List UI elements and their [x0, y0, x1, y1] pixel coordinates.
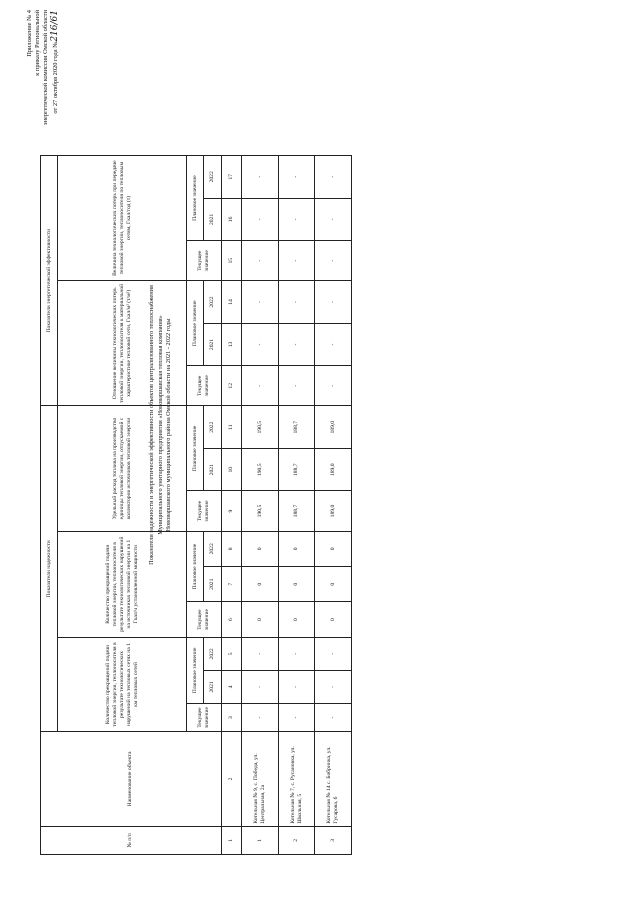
row-object-name: Котельная № 9, с. Победа, ул. Центральная, 2а — [242, 732, 278, 826]
header-indicator-1: Количество прекращений подачи тепловой энергии, теплоносителя в результате технологических нарушений на тепловых сетях на 1 км тепловых сетей — [58, 637, 187, 731]
table-cell: 0 — [278, 567, 314, 602]
header-group-reliability: Показатели надежности — [41, 406, 58, 732]
row-number: 1 — [242, 826, 278, 854]
table-cell: - — [315, 281, 352, 323]
table-cell: - — [242, 366, 278, 406]
table-cell: 0 — [315, 567, 352, 602]
table-cell: 190,5 — [242, 491, 278, 531]
table-row — [315, 156, 352, 855]
column-number: 3 — [221, 703, 242, 731]
column-number: 8 — [221, 531, 242, 566]
header-planned-1: Плановое значение — [186, 637, 203, 703]
column-number: 5 — [221, 637, 242, 670]
approval-line-2: к приказу Региональной — [34, 10, 42, 76]
table-cell: 0 — [278, 531, 314, 566]
table-cell: - — [278, 366, 314, 406]
approval-stamp-block — [26, 10, 60, 130]
table-cell: - — [242, 198, 278, 240]
table-cell: 188,7 — [278, 406, 314, 449]
title-line-3: Нововаршавского муниципального района Омской области на 2021 - 2022 годы — [165, 318, 173, 532]
header-current-3: Текущее значение — [186, 491, 221, 531]
header-year-2021: 2021 — [204, 323, 221, 365]
header-year-2022: 2022 — [204, 531, 221, 566]
table-cell: - — [278, 703, 314, 731]
table-cell: - — [242, 703, 278, 731]
table-cell: - — [315, 637, 352, 670]
header-year-2021: 2021 — [204, 567, 221, 602]
row-number: 3 — [315, 826, 352, 854]
indicators-table — [40, 155, 352, 855]
header-year-2022: 2022 — [204, 406, 221, 449]
table-cell: - — [278, 198, 314, 240]
approval-number-handwritten: 216/61 — [49, 10, 60, 42]
header-year-2021: 2021 — [204, 449, 221, 491]
header-year-2021: 2021 — [204, 670, 221, 703]
header-year-2021: 2021 — [204, 198, 221, 240]
header-planned-4: Плановое значение — [186, 281, 203, 366]
table-cell: - — [278, 323, 314, 365]
header-year-2022: 2022 — [204, 156, 221, 199]
table-cell: - — [315, 156, 352, 199]
header-year-2022: 2022 — [204, 281, 221, 323]
header-indicator-4: Отношение величины технологических потерь тепловой энергии, теплоносителя к материальной характеристике тепловой сети, Гкал/м² (т/м²) — [58, 281, 187, 406]
table-cell: - — [242, 637, 278, 670]
table-cell: - — [315, 198, 352, 240]
column-number: 10 — [221, 449, 242, 491]
table-cell: 189,0 — [315, 406, 352, 449]
approval-line-1: Приложение № 4 — [26, 10, 33, 57]
approval-line-4 — [51, 10, 60, 130]
table-cell: 189,0 — [315, 491, 352, 531]
column-number: 1 — [221, 826, 242, 854]
header-indicator-5: Величина технологических потерь при передаче тепловой энергии, теплоносителя по тепловым сетям, Гкал/год (т) — [58, 156, 187, 281]
table-cell: 188,7 — [278, 491, 314, 531]
column-numbers-row — [221, 156, 242, 855]
table-cell: 190,5 — [242, 406, 278, 449]
row-number: 2 — [278, 826, 314, 854]
table-cell: - — [315, 323, 352, 365]
header-year-2022: 2022 — [204, 637, 221, 670]
column-number: 13 — [221, 323, 242, 365]
header-current-5: Текущее значение — [186, 241, 221, 281]
table-row — [278, 156, 314, 855]
table-cell: - — [278, 281, 314, 323]
table-cell: 188,7 — [278, 449, 314, 491]
column-number: 16 — [221, 198, 242, 240]
table-row — [242, 156, 278, 855]
table-cell: - — [278, 637, 314, 670]
header-group-efficiency: Показатели энергетической эффективности — [41, 156, 58, 406]
column-number: 17 — [221, 156, 242, 199]
table-cell: - — [242, 670, 278, 703]
table-cell: - — [242, 323, 278, 365]
table-cell: - — [278, 670, 314, 703]
row-object-name: Котельная № 14 с. Бобринка, ул. Гусарова, 6 — [315, 732, 352, 826]
header-planned-2: Плановое значение — [186, 531, 203, 602]
approval-line-3: энергетической комиссии Омской области — [42, 10, 50, 126]
table-cell: 0 — [242, 531, 278, 566]
header-number-col: № п/п — [41, 826, 222, 854]
header-object-name: Наименование объекта — [41, 732, 222, 826]
header-indicator-3: Удельный расход топлива на производство единицы тепловой энергии, отпускаемой с коллекторов источников тепловой энергии — [58, 406, 187, 531]
column-number: 6 — [221, 602, 242, 637]
column-number: 14 — [221, 281, 242, 323]
table-cell: 0 — [242, 602, 278, 637]
column-number: 9 — [221, 491, 242, 531]
table-cell: - — [242, 156, 278, 199]
title-line-1: Показатели надежности и энергетической эффективности объектов централизованного теплоснабжения — [148, 285, 155, 565]
table-cell: 0 — [278, 602, 314, 637]
column-number: 4 — [221, 670, 242, 703]
header-current-4: Текущее значение — [186, 366, 221, 406]
table-cell: - — [315, 703, 352, 731]
table-cell: 189,0 — [315, 449, 352, 491]
table-cell: - — [278, 241, 314, 281]
column-number: 7 — [221, 567, 242, 602]
column-number: 15 — [221, 241, 242, 281]
header-current-1: Текущее значение — [186, 703, 221, 731]
table-cell: - — [315, 366, 352, 406]
header-current-2: Текущее значение — [186, 602, 221, 637]
table-cell: 0 — [242, 567, 278, 602]
table-cell: 190,5 — [242, 449, 278, 491]
column-number: 11 — [221, 406, 242, 449]
header-planned-5: Плановое значение — [186, 156, 203, 241]
table-cell: - — [242, 241, 278, 281]
table-cell: 0 — [315, 602, 352, 637]
table-cell: - — [278, 156, 314, 199]
column-number: 12 — [221, 366, 242, 406]
row-object-name: Котельная № 7, с. Русановка, ул. Школьная, 5 — [278, 732, 314, 826]
column-number: 2 — [221, 732, 242, 826]
table-cell: - — [315, 241, 352, 281]
table-cell: - — [315, 670, 352, 703]
header-indicator-2: Количество прекращений подачи тепловой энергии, теплоносителя в результате технологических нарушений на источниках тепловой энергии на 1 Гкал/ч установленной мощности — [58, 531, 187, 637]
title-line-2: Муниципального унитарного предприятия «Нововаршавская тепловая компания» — [156, 315, 164, 535]
header-planned-3: Плановое значение — [186, 406, 203, 491]
approval-date: от 27 октября 2020 года № — [51, 41, 59, 114]
table-cell: - — [242, 281, 278, 323]
table-cell: 0 — [315, 531, 352, 566]
